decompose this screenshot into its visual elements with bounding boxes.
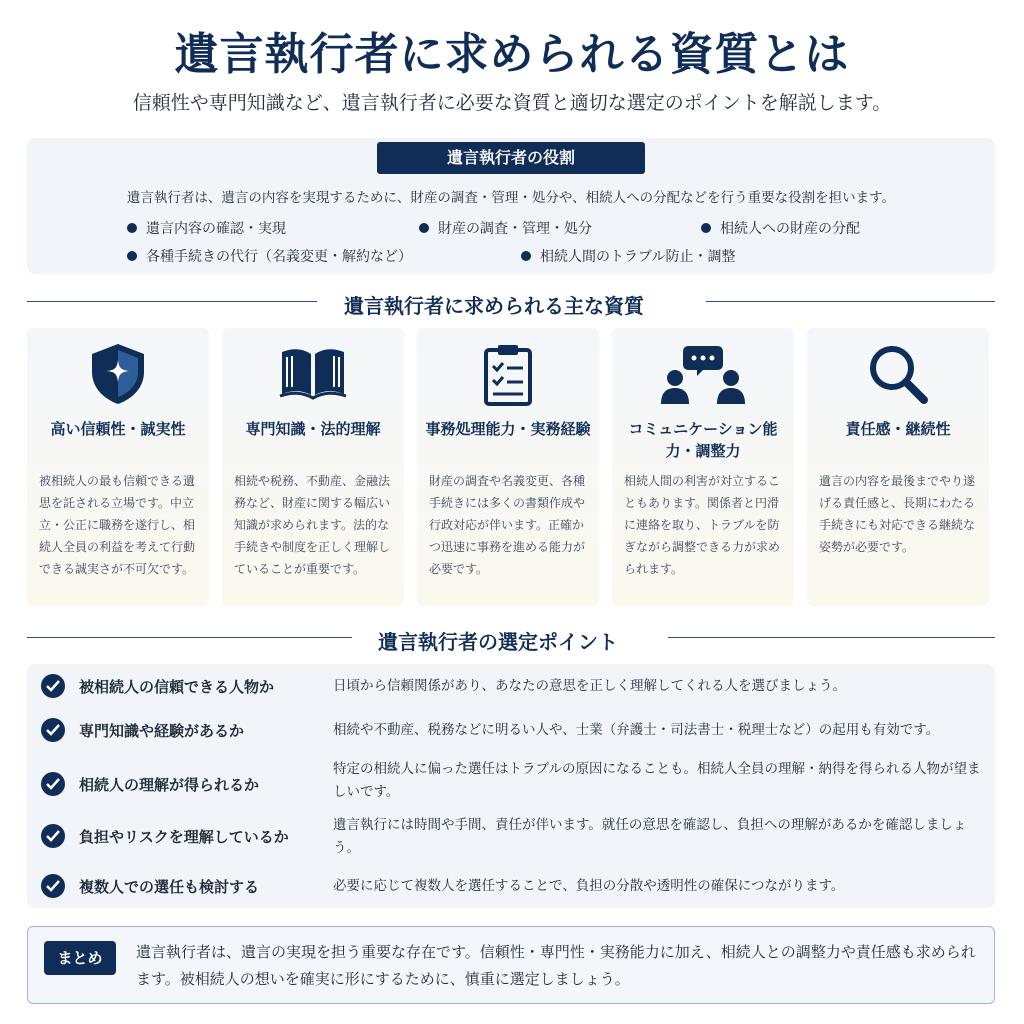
check-icon (41, 674, 65, 698)
shield-icon (88, 342, 148, 410)
quality-card-admin (417, 328, 599, 606)
book-icon (278, 342, 348, 406)
divider-line (27, 637, 352, 638)
check-icon (41, 824, 65, 848)
point-desc: 相続や不動産、税務などに明るい人や、士業（弁護士・司法書士・税理士など）の起用も有効です。 (333, 722, 940, 738)
point-label: 専門知識や経験があるか (79, 722, 245, 740)
role-heading: 遺言執行者の役割 (377, 142, 645, 174)
quality-card-responsibility (807, 328, 989, 606)
role-section (27, 138, 995, 274)
summary-badge: まとめ (44, 941, 116, 975)
magnifier-icon (866, 342, 930, 410)
quality-card-expertise (222, 328, 404, 606)
divider-line (668, 637, 995, 638)
card-body: 相続人間の利害が対立することもあります。関係者と円滑に連絡を取り、トラブルを防ぎながら調整できる力が求められます。 (624, 474, 781, 576)
point-desc: 必要に応じて複数人を選任することで、負担の分散や透明性の確保につながります。 (333, 878, 845, 894)
communication-icon (657, 342, 749, 410)
card-body: 財産の調査や名義変更、各種手続きには多くの書類作成や行政対応が伴います。正確かつ迅速に事務を進める能力が必要です。 (429, 474, 586, 576)
quality-card-trust (27, 328, 209, 606)
role-bullet: 遺言内容の確認・実現 (127, 218, 286, 238)
selection-points (27, 664, 995, 908)
point-label: 複数人での選任も検討する (79, 878, 260, 896)
card-title: 事務処理能力・実務経験 (425, 420, 591, 438)
point-label: 被相続人の信頼できる人物か (79, 678, 275, 696)
role-bullet: 各種手続きの代行（名義変更・解約など） (127, 246, 412, 266)
selection-heading: 遺言執行者の選定ポイント (378, 630, 618, 654)
role-description: 遺言執行者は、遺言の内容を実現するために、財産の調査・管理・処分や、相続人への分配などを行う重要な役割を担います。 (126, 190, 896, 206)
check-icon (41, 718, 65, 742)
card-title: 高い信頼性・誠実性 (50, 420, 186, 438)
point-label: 負担やリスクを理解しているか (79, 828, 289, 846)
clipboard-icon (480, 342, 536, 410)
page-title: 遺言執行者に求められる資質とは (174, 29, 850, 80)
card-body: 被相続人の最も信頼できる遺思を託される立場です。中立立・公正に職務を遂行し、相続人全員の利益を考えて行動できる誠実さが不可欠です。 (39, 474, 196, 576)
point-desc: 遺言執行には時間や手間、責任が伴います。就任の意思を確認し、負担への理解があるかを確認しましょう。 (333, 817, 967, 856)
card-body: 相続や税務、不動産、金融法務など、財産に関する幅広い知識が求められます。法的な手続きや制度を正しく理解していることが重要です。 (234, 474, 391, 576)
point-desc: 特定の相続人に偏った選任はトラブルの原因になることも。相続人全員の理解・納得を得られる人物が望ましいです。 (333, 761, 981, 800)
divider-line (27, 301, 317, 302)
page-subtitle: 信頼性や専門知識など、遺言執行者に必要な資質と適切な選定のポイントを解説します。 (132, 92, 892, 114)
quality-card-communication (612, 328, 794, 606)
summary-text: 遺言執行者は、遺言の実現を担う重要な存在です。信頼性・専門性・実務能力に加え、相続人との調整力や責任感も求められます。被相続人の想いを確実に形にするために、慎重に選定しましょう。 (136, 943, 976, 988)
role-bullet: 相続人への財産の分配 (701, 218, 860, 238)
card-title: 専門知識・法的理解 (245, 420, 381, 438)
check-icon (41, 772, 65, 796)
card-title: コミュニケーション能力・調整力 (628, 420, 778, 460)
point-label: 相続人の理解が得られるか (79, 776, 260, 794)
qualities-heading: 遺言執行者に求められる主な資質 (344, 294, 644, 318)
divider-line (706, 301, 995, 302)
check-icon (41, 874, 65, 898)
summary-box (27, 926, 995, 1004)
point-desc: 日頃から信頼関係があり、あなたの意思を正しく理解してくれる人を選びましょう。 (333, 678, 846, 694)
role-bullet: 財産の調査・管理・処分 (419, 218, 592, 238)
role-bullet: 相続人間のトラブル防止・調整 (521, 246, 735, 266)
card-body: 遺言の内容を最後までやり遂げる責任感と、長期にわたる手続きにも対応できる継続な姿勢が必要です。 (819, 474, 976, 554)
card-title: 責任感・継続性 (845, 420, 951, 438)
